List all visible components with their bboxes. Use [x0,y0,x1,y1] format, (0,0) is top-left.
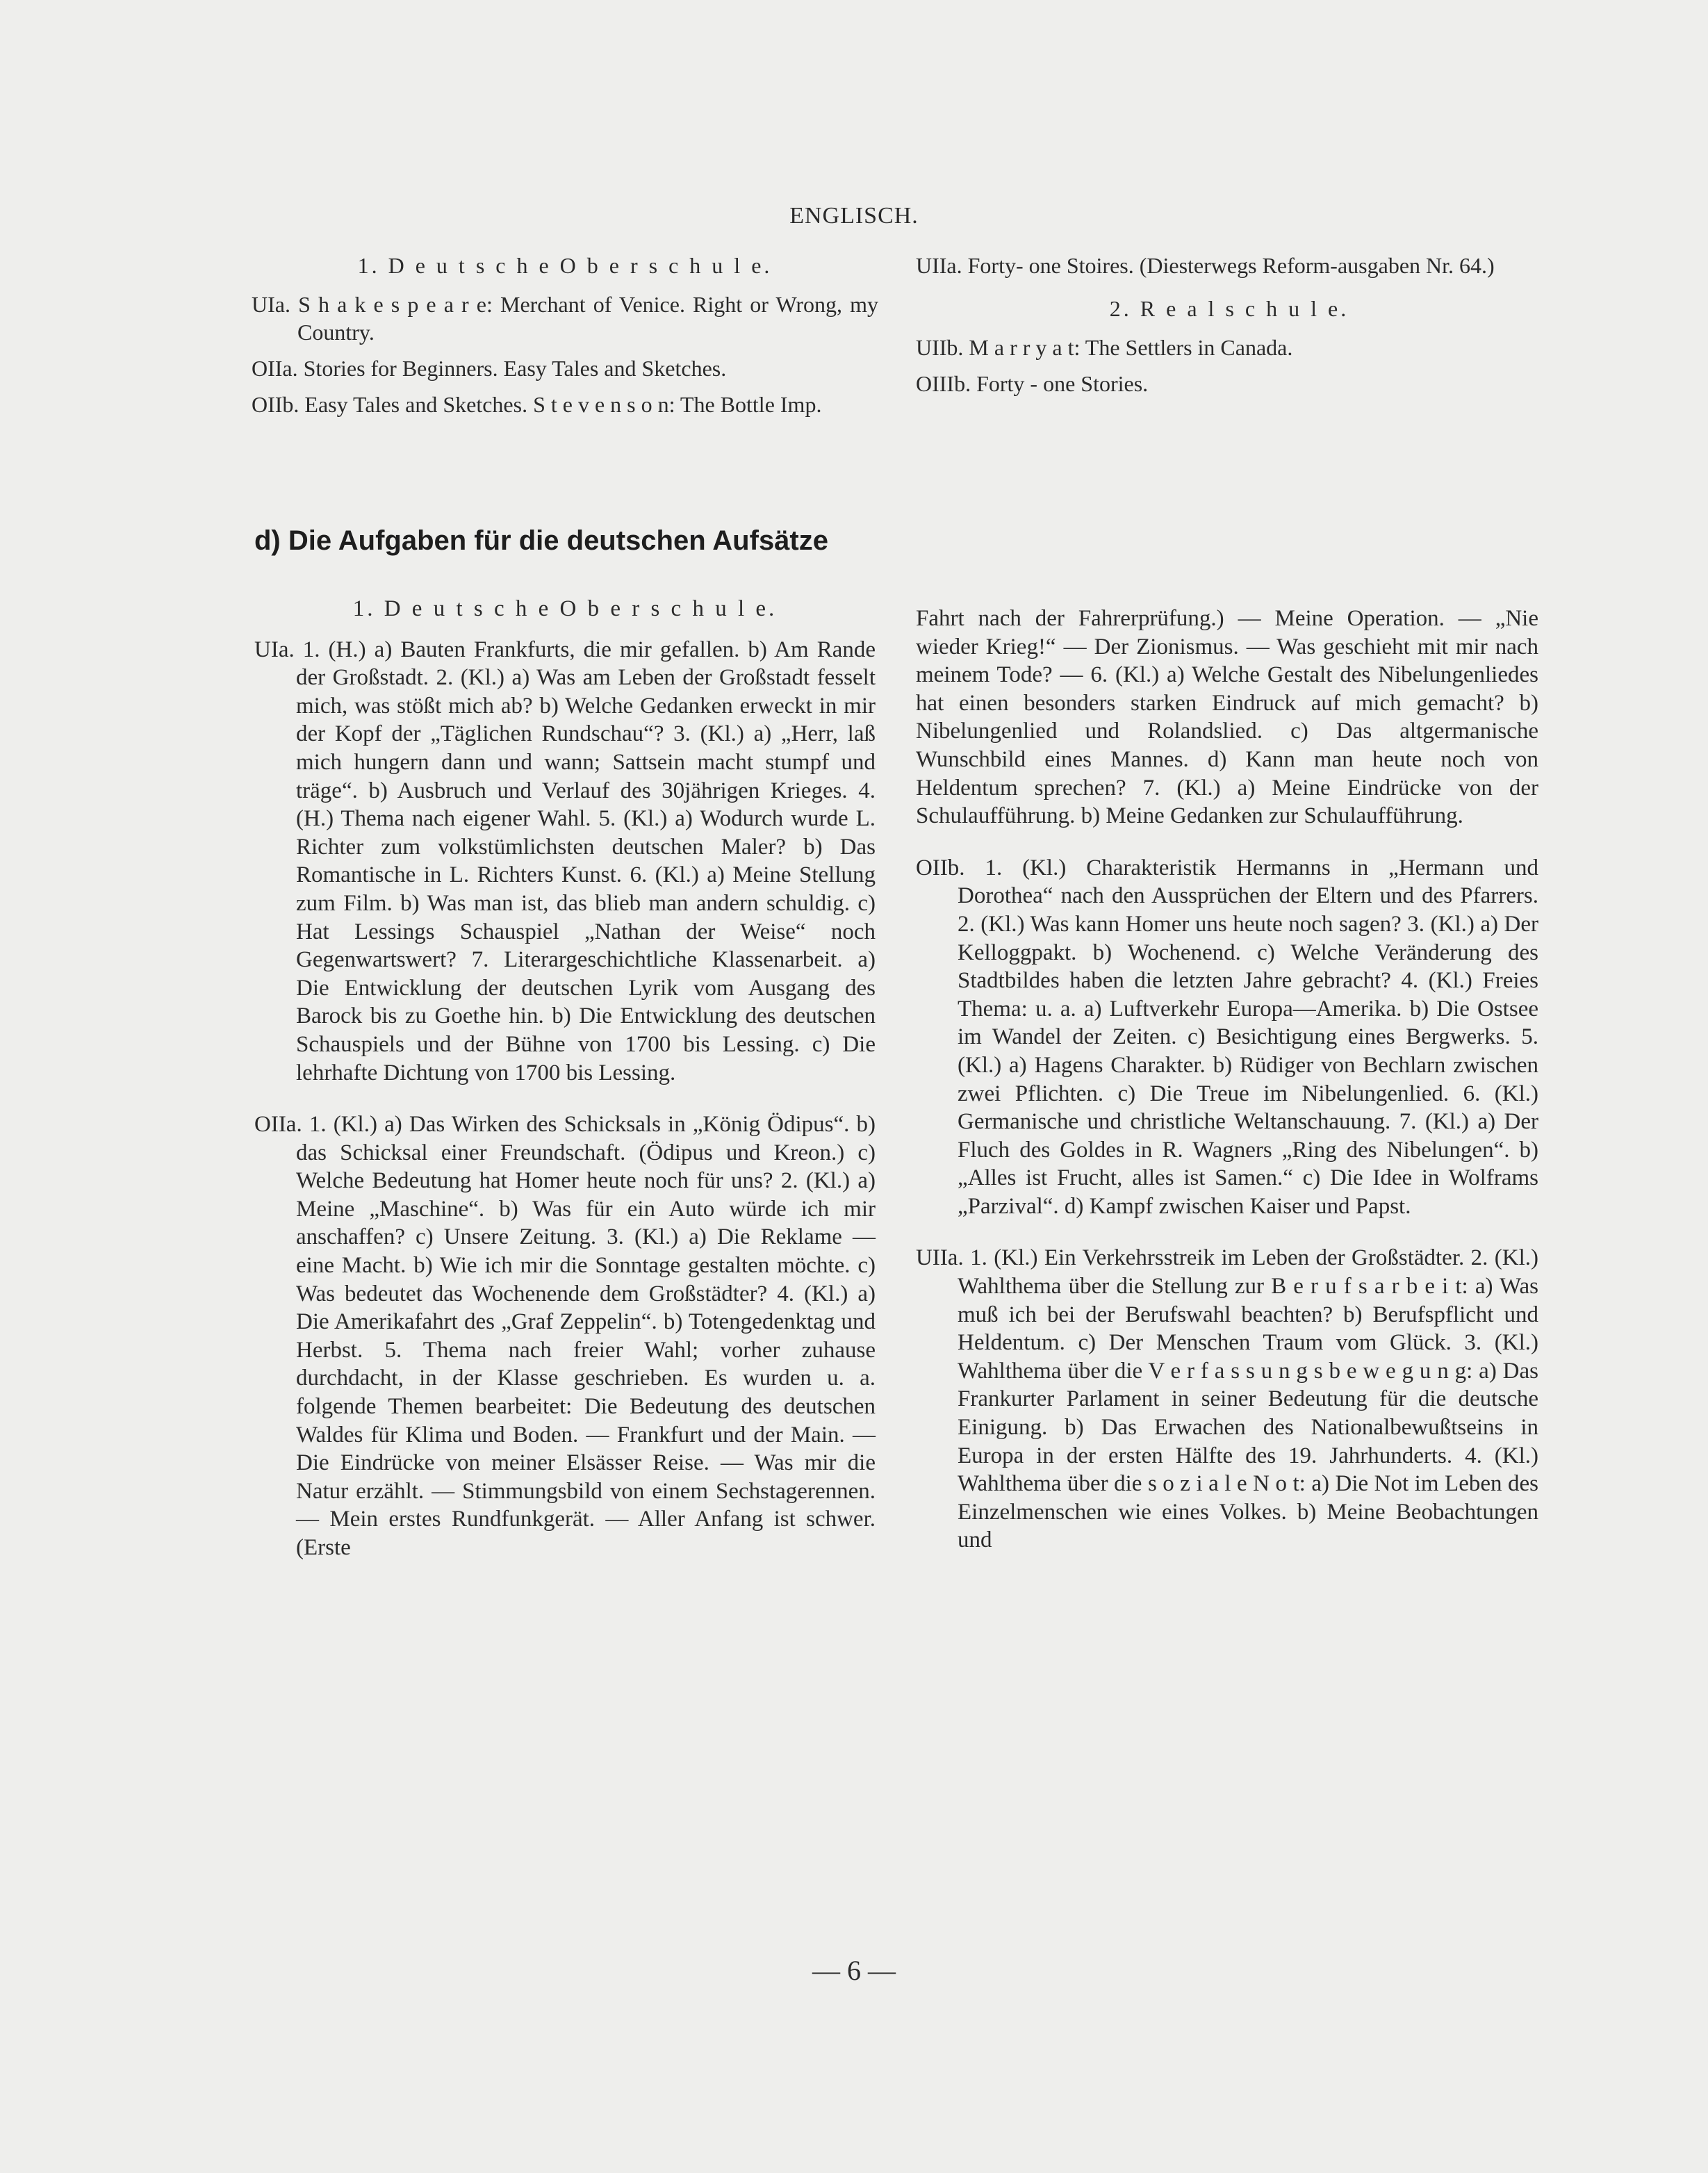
aufsaetze-left-column [254,595,876,1586]
section-title-englisch: ENGLISCH. [789,203,919,229]
aufsaetze-left-heading: 1. D e u t s c h e O b e r s c h u l e. [352,596,778,621]
list-item [252,290,878,346]
class-label: UIIa. [916,253,962,278]
entry-text: Easy Tales and Sketches. S t e v e n s o n: The Bottle Imp. [304,392,822,417]
class-label: UIIb. [916,335,964,360]
list-item [252,354,878,382]
englisch-left-column [252,252,878,427]
list-item [916,1244,1538,1555]
englisch-right-heading: 2. R e a l s c h u l e. [1109,296,1349,321]
entry-text: 1. (Kl.) a) Das Wirken des Schicksals in „König Ödipus“. b) das Schicksal einer Freundschaft. (Ödipus und Kreon.) c) Welche Bedeutung hat Homer heute noch für uns? 2. (Kl.) a) Meine „Maschine“. b) Was für ein Auto würde ich mir anschaffen? c) Unsere Zeitung. 3. (Kl.) a) Die Reklame — eine Macht. b) Wie ich mir die Sonntage gestalten möchte. c) Was bedeutet das Wochenende dem Großstädter? 4. (Kl.) a) Die Amerikafahrt des „Graf Zeppelin“. b) Totengedenktag und Herbst. 5. Thema nach freier Wahl; vorher zuhause durchdacht, in der Klasse geschrieben. Es wurden u. a. folgende Themen bearbeitet: Die Bedeutung des deutschen Waldes für Klima und Boden. — Frankfurt und der Main. — Die Eindrücke von meiner Elsässer Reise. — Was mir die Natur erzählt. — Stimmungsbild von einem Sechstagerennen. — Mein erstes Rundfunkgerät. — Aller Anfang ist schwer. (Erste [296,1112,876,1560]
entry-text: Forty- one Stoires. (Diesterwegs Reform-ausgaben Nr. 64.) [967,253,1495,278]
class-label: UIIa. [916,1245,964,1271]
list-item [254,1110,876,1562]
aufsaetze-heading: d) Die Aufgaben für die deutschen Aufsätze [254,525,828,556]
class-label: OIIIb. [916,371,971,396]
entry-text: 1. (Kl.) Ein Verkehrsstreik im Leben der Großstädter. 2. (Kl.) Wahlthema über die Stellung zur B e r u f s a r b e i t: a) Was muß ich bei der Berufswahl beachten? b) Berufspflicht und Heldentum. c) Der Menschen Traum vom Glück. 3. (Kl.) Wahlthema über die V e r f a s s u n g s b e w e g u n g: a) Das Frankurter Parlament in seiner Bedeutung für die deutsche Einigung. b) Das Erwachen des Nationalbewußtseins in Europa in der ersten Hälfte des 19. Jahrhunderts. 4. (Kl.) Wahlthema über die s o z i a l e N o t: a) Die Not im Leben des Einzelmenschen wie eines Volkes. b) Meine Beobachtungen und [958,1245,1538,1553]
continued-text: Fahrt nach der Fahrerprüfung.) — Meine Operation. — „Nie wieder Krieg!“ — Der Zionismus. — Was geschieht mit mir nach meinem Tode? — 6. (Kl.) a) Welche Gestalt des Nibelungenliedes hat einen besonders starken Eindruck auf mich gemacht? b) Nibelungenlied und Rolandslied. c) Das altgermanische Wunschbild eines Mannes. d) Kann man heute noch von Heldentum sprechen? 7. (Kl.) a) Meine Eindrücke von der Schulaufführung. b) Meine Gedanken zur Schulaufführung. [916,606,1538,829]
entry-text: Forty - one Stories. [976,371,1149,396]
list-item [916,334,1543,361]
aufsaetze-right-column [916,605,1538,1578]
entry-text: M a r r y a t: The Settlers in Canada. [969,335,1293,360]
class-label: OIIa. [252,356,298,381]
class-label: OIIb. [916,855,965,880]
class-label: UIa. [254,637,295,662]
englisch-left-heading: 1. D e u t s c h e O b e r s c h u l e. [357,253,773,278]
list-item [254,636,876,1088]
list-item [916,854,1538,1221]
list-item [252,391,878,418]
entry-text: 1. (Kl.) Charakteristik Hermanns in „Hermann und Dorothea“ nach den Aussprüchen der Eltern und des Pfarrers. 2. (Kl.) Was kann Homer uns heute noch sagen? 3. (Kl.) a) Der Kelloggpakt. b) Wochenend. c) Welche Veränderung des Stadtbildes haben die letzten Jahre gebracht? 4. (Kl.) Freies Thema: u. a. a) Luftverkehr Europa—Amerika. b) Die Ostsee im Wandel der Zeiten. c) Besichtigung eines Bergwerks. 5. (Kl.) a) Hagens Charakter. b) Rüdiger von Bechlarn zwischen zwei Pflichten. c) Die Treue im Nibelungenlied. 6. (Kl.) Germanische und christliche Weltanschauung. 7. (Kl.) a) Der Fluch des Goldes in R. Wagners „Ring des Nibelungen“. b) „Alles ist Frucht, alles ist Samen.“ c) Die Idee in Wolframs „Parzival“. d) Kampf zwischen Kaiser und Papst. [958,855,1539,1219]
list-item [916,252,1543,279]
entry-text: S h a k e s p e a r e: Merchant of Venice. Right or Wrong, my Country. [297,292,879,345]
englisch-right-column [916,252,1543,406]
page-number: — 6 — [812,1955,896,1986]
entry-text: Stories for Beginners. Easy Tales and Sketches. [303,356,727,381]
class-label: OIIb. [252,392,299,417]
class-label: OIIa. [254,1112,302,1138]
class-label: UIa. [252,292,290,317]
list-item [916,370,1543,397]
entry-text: 1. (H.) a) Bauten Frankfurts, die mir gefallen. b) Am Rande der Großstadt. 2. (Kl.) a) Was am Leben der Großstadt fesselt mich, was stößt mich ab? b) Welche Gedanken erweckt in mir der Kopf der „Täglichen Rundschau“? 3. (Kl.) a) „Herr, laß mich hungern dann und wann; Sattsein macht stumpf und träge“. b) Ausbruch und Verlauf des 30jährigen Krieges. 4. (H.) Thema nach eigener Wahl. 5. (Kl.) a) Wodurch wurde L. Richter zum volkstümlichsten deutschen Maler? b) Das Romantische in L. Richters Kunst. 6. (Kl.) a) Meine Stellung zum Film. b) Was man ist, das blieb man andern schuldig. c) Hat Lessings Schauspiel „Nathan der Weise“ noch Gegenwartswert? 7. Literargeschichtliche Klassenarbeit. a) Die Entwicklung der deutschen Lyrik vom Ausgang des Barock bis zu Goethe hin. b) Die Entwicklung des deutschen Schauspiels und der Bühne von 1700 bis Lessing. c) Die lehrhafte Dichtung von 1700 bis Lessing. [296,637,876,1085]
